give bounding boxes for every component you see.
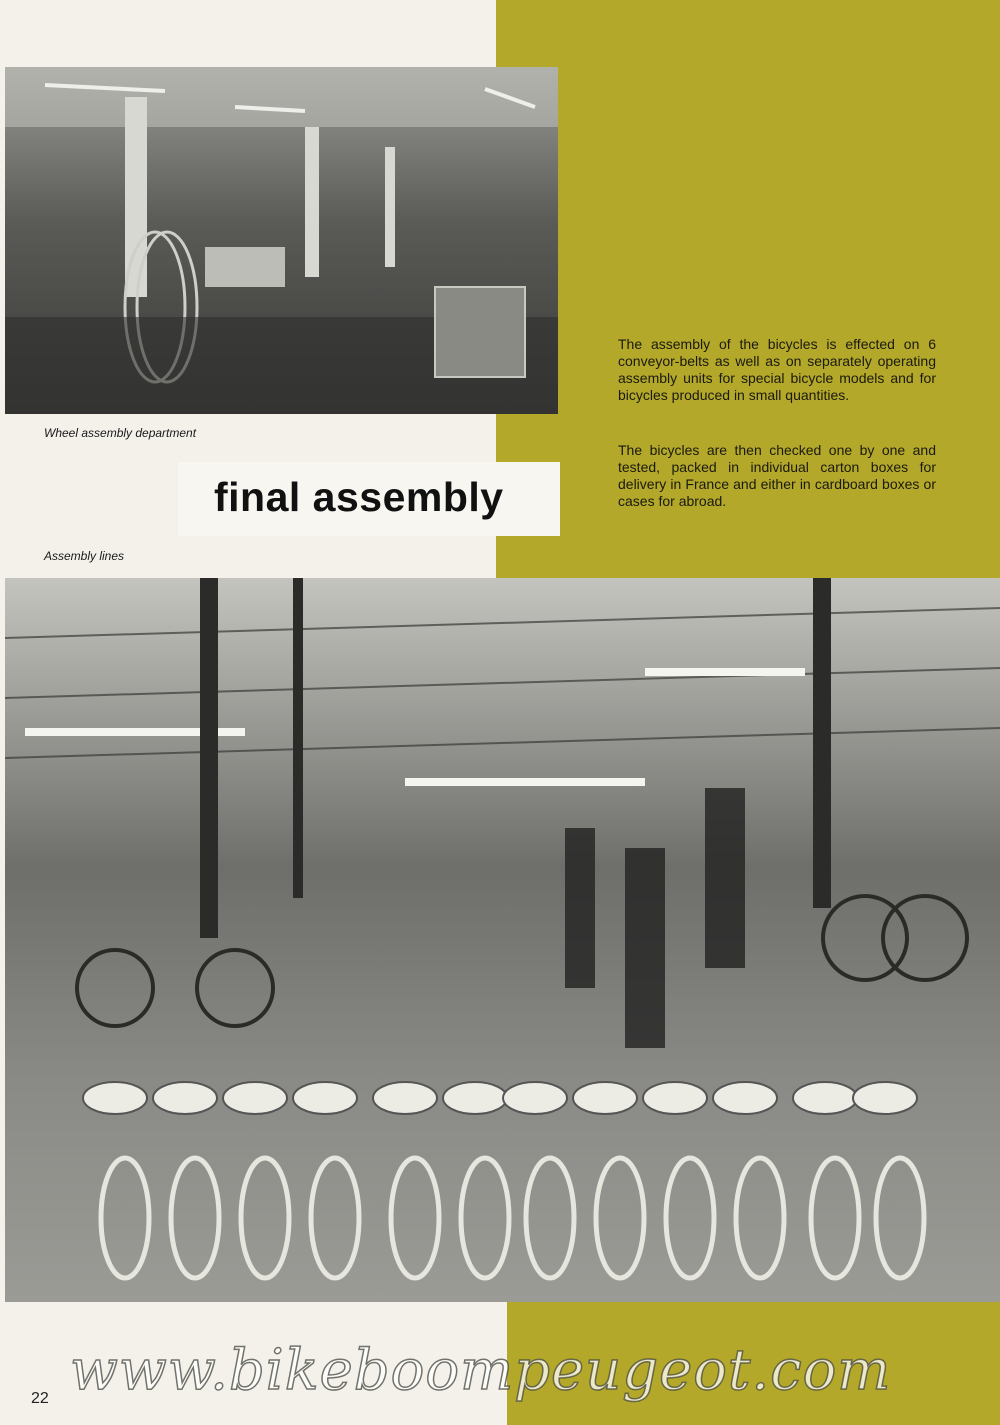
- assembly-lines-photo: [5, 578, 1000, 1302]
- page-title: final assembly: [214, 474, 504, 520]
- body-paragraph-2: The bicycles are then checked one by one and tested, packed in individual carton boxes for delivery in France and either in cardboard boxes or cases for abroad.: [618, 442, 936, 509]
- body-paragraph-1: The assembly of the bicycles is effected on 6 conveyor-belts as well as on separately operating assembly units for special bicycle models and for bicycles produced in small quantities.: [618, 336, 936, 403]
- watermark: www.bikeboompeugeot.com: [70, 1338, 892, 1403]
- wheel-assembly-photo: [5, 67, 558, 414]
- page-number: 22: [31, 1390, 49, 1407]
- assembly-lines-caption: Assembly lines: [44, 549, 125, 563]
- wheel-assembly-caption: Wheel assembly department: [44, 426, 197, 440]
